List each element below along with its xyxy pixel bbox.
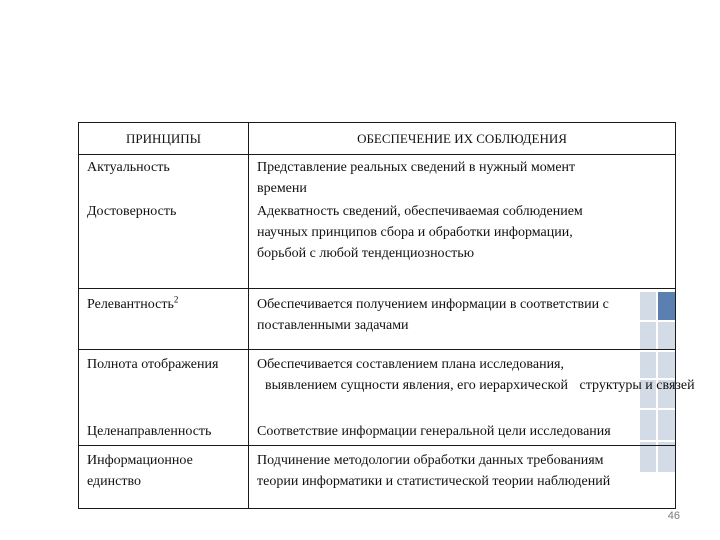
column-divider [248, 123, 249, 508]
header-principles: ПРИНЦИПЫ [126, 131, 201, 146]
table-row-principle: Целенаправленность [87, 424, 212, 439]
row-divider [79, 154, 675, 155]
row-divider [79, 288, 675, 289]
table-row-principle: Информационное единство [87, 453, 193, 489]
table-row-compliance: Соответствие информации генеральной цели исследования [257, 424, 611, 439]
table-row-compliance: Подчинение методологии обработки данных требованиям теории информатики и статистической теории наблюдений [257, 453, 611, 489]
table-row-principle: Релевантность$^2$ [87, 294, 179, 312]
table-row-principle: Актуальность [87, 160, 170, 175]
principles-table [78, 122, 695, 509]
table-row-compliance: Обеспечивается составлением плана исследования, выявлением сущности явления, его иерархической структуры и связей [257, 357, 695, 393]
table-row-principle: Полнота отображения [87, 357, 219, 372]
row-divider [79, 445, 675, 446]
header-compliance: ОБЕСПЕЧЕНИЕ ИХ СОБЛЮДЕНИЯ [357, 131, 567, 146]
footnote-marker: 2 [173, 294, 179, 305]
table-row-compliance: Обеспечивается получением информации в соответствии с поставленными задачами [257, 297, 609, 333]
table-row-principle: Достоверность [87, 204, 177, 219]
page-number: 46 [667, 510, 680, 522]
table-row-compliance: Адекватность сведений, обеспечиваемая соблюдением научных принципов сбора и обработки информации, борьбой с любой тенденциозностью [257, 204, 583, 261]
table-row-compliance: Представление реальных сведений в нужный момент времени [257, 160, 576, 196]
row-divider [79, 349, 675, 350]
